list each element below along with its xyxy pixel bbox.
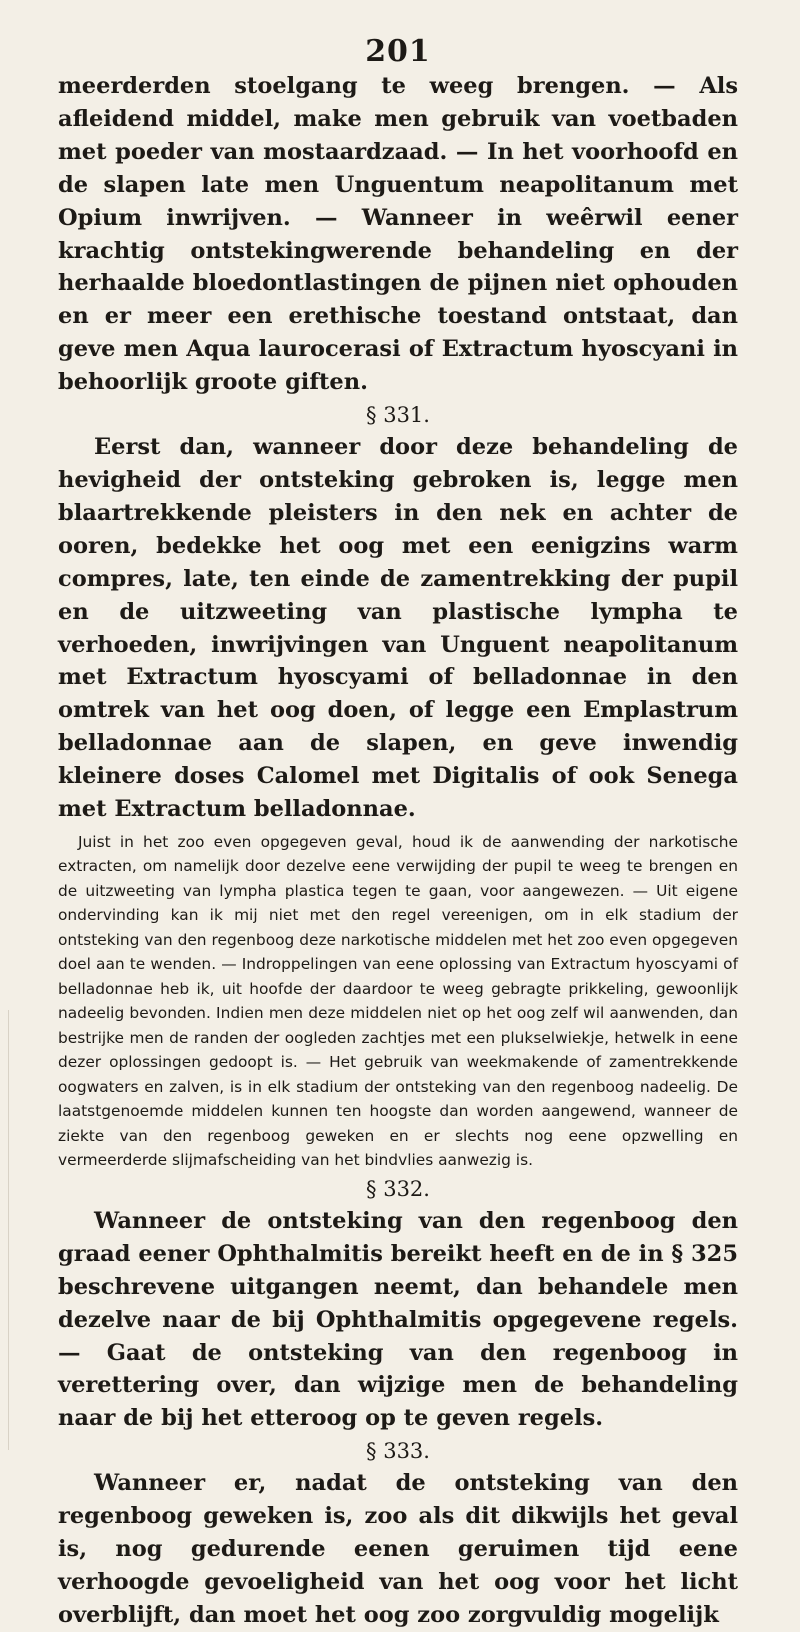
paragraph-331: Eerst dan, wanneer door deze behandeling de hevigheid der ontsteking gebroken is, legge men blaartrekkende pleisters in den nek en achter de ooren, bedekke het oog met een eenigzins warm compres, late, ten einde de zamentrekking der pupil en de uitzweeting van plastische lympha te verhoeden, inwrijvingen van Unguent neapolitanum met Extractum hyoscyami of belladonnae in den omtrek van het oog doen, of legge een Emplastrum belladonnae aan de slapen, en geve inwendig kleinere doses Calomel met Digitalis of ook Senega met Extractum belladonnae. xyxy=(58,434,738,823)
paragraph-332: Wanneer de ontsteking van den regenboog den graad eener Ophthalmitis bereikt heeft en de in § 325 beschrevene uitgangen neemt, dan behandele men dezelve naar de bij Ophthalmitis opgegevene regels. — Gaat de ontsteking van den regenboog in verettering over, dan wijzige men de behandeling naar de bij het etteroog op te geven regels. xyxy=(58,1207,738,1432)
paragraph-continued: meerderden stoelgang te weeg brengen. — Als afleidend middel, make men gebruik van voetbaden met poeder van mostaardzaad. — In het voorhoofd en de slapen late men Unguentum neapolitanum met Opium inwrijven. — Wanneer in weêrwil eener krachtig ontstekingwerende behandeling en der herhaalde bloedontlastingen de pijnen niet ophouden en er meer een erethische toestand ontstaat, dan geve men Aqua laurocerasi of Extractum hyoscyani in behoorlijk groote giften. xyxy=(58,73,738,396)
section-heading-331: § 331. xyxy=(366,403,430,428)
section-heading-333: § 333. xyxy=(366,1439,430,1464)
page-edge-shadow xyxy=(8,1010,9,1450)
page-number: 201 xyxy=(365,34,431,69)
paragraph-333: Wanneer er, nadat de ontsteking van den regenboog geweken is, zoo als dit dikwijls het geval is, nog gedurende eenen geruimen tijd eene verhoogde gevoeligheid van het oog voor het licht overblijft, dan moet het oog zoo zorgvuldig mogelijk xyxy=(58,1470,738,1628)
section-heading-332: § 332. xyxy=(366,1176,430,1201)
commentary-note: Juist in het zoo even opgegeven geval, houd ik de aanwending der narkotische extracten, om namelijk door dezelve eene verwijding der pupil te weeg te brengen en de uitzweeting van lympha plastica tegen te gaan, voor aangewezen. — Uit eigene ondervinding kan ik mij niet met den regel vereenigen, om in elk stadium der ontsteking van den regenboog deze narkotische middelen met het zoo even opgegeven doel aan te wenden. — Indroppelingen van eene oplossing van Extractum hyoscyami of belladonnae heb ik, uit hoofde der daardoor te weeg gebragte prikkeling, gewoonlijk nadeelig bevonden. Indien men deze middelen niet op het oog zelf wil aanwenden, dan bestrijke men de randen der oogleden zachtjes met een plukselwiekje, hetwelk in eene dezer oplossingen gedoopt is. — Het gebruik van weekmakende of zamentrekkende oogwaters en zalven, is in elk stadium der ontsteking van den regenboog nadeelig. De laatstgenoemde middelen kunnen ten hoogste dan worden aangewend, wanneer de ziekte van den regenboog geweken en er slechts nog eene opzwelling en vermeerderde slijmafscheiding van het bindvlies aanwezig is. xyxy=(58,832,738,1170)
